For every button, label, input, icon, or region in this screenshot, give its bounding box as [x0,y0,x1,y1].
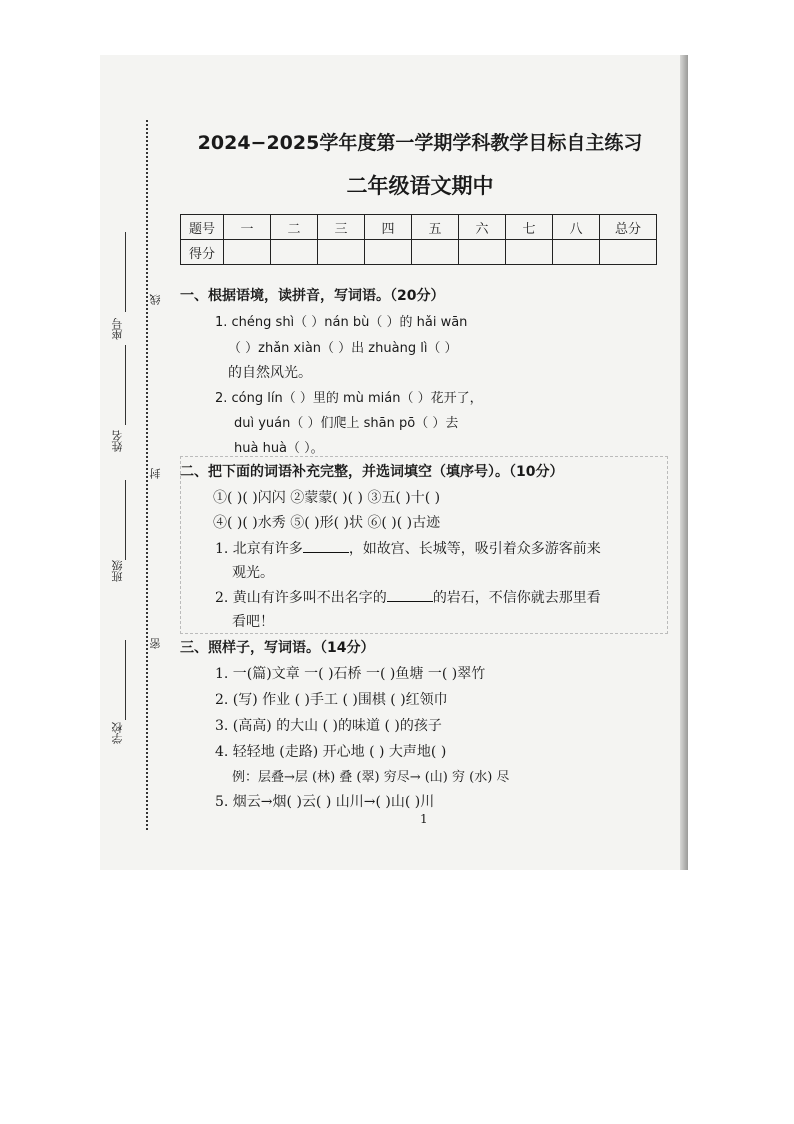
side-blank-class [125,480,126,560]
score-cell: 二 [271,215,318,240]
score-cell: 题号 [181,215,224,240]
section1-line: （ ）zhǎn xiàn（ ）出 zhuàng lì（ ） [228,341,458,356]
score-row-label: 得分 [181,240,224,265]
question1-text-b: ，如故宫、长城等，吸引着众多游客前来 [348,541,601,557]
section2-idiom-row: ①( )( )闪闪 ②蒙蒙( )( ) ③五( )十( ) [213,490,441,506]
score-blank[interactable] [600,240,657,265]
side-mark-mi: 密 [149,638,162,649]
section2-heading: 二、把下面的词语补充完整，并选词填空（填序号）。（10分） [180,464,564,480]
question2-blank[interactable] [387,601,433,602]
score-cell: 三 [318,215,365,240]
score-cell: 一 [224,215,271,240]
score-table-header-row [181,215,657,240]
section2-question2 [215,587,601,607]
question1-blank[interactable] [303,552,349,553]
score-cell: 八 [553,215,600,240]
page-number: 1 [420,812,428,826]
section2-question1-cont: 观光。 [232,565,274,581]
section1-line: 1. chéng shì（ ）nán bù（ ）的 hǎi wān [215,315,468,330]
score-cell: 总分 [600,215,657,240]
question2-text-b: 的岩石，不信你就去那里看 [432,590,601,606]
section3-line: 5. 烟云→烟( )云( ) 山川→( )山( )川 [215,794,435,810]
exam-title: 2024−2025学年度第一学期学科教学目标自主练习 [197,132,643,154]
section1-line: huà huà（ ）。 [234,441,324,456]
side-blank-school [125,640,126,720]
score-blank[interactable] [318,240,365,265]
section3-line: 4. 轻轻地 (走路) 开心地 ( ) 大声地( ) [215,744,447,760]
score-table [180,214,657,265]
score-blank[interactable] [459,240,506,265]
score-blank[interactable] [412,240,459,265]
section1-heading: 一、根据语境，读拼音，写词语。（20分） [180,288,445,304]
side-mark-feng: 封 [149,468,162,479]
score-blank[interactable] [506,240,553,265]
paper-fold-shadow [680,55,688,870]
score-blank[interactable] [224,240,271,265]
score-blank[interactable] [553,240,600,265]
section2-question1 [215,538,601,558]
section3-line: 3. (高高) 的大山 ( )的味道 ( )的孩子 [215,718,442,734]
section3-line: 1. 一(篇)文章 一( )石桥 一( )鱼塘 一( )翠竹 [215,666,486,682]
section1-line: 2. cóng lín（ ）里的 mù mián（ ）花开了， [215,391,483,406]
exam-subtitle: 二年级语文期中 [346,174,494,198]
side-label-school: 学校 [111,722,124,744]
section1-line: duì yuán（ ）们爬上 shān pō（ ）去 [234,416,459,431]
section3-line: 2. (写) 作业 ( )手工 ( )围棋 ( )红领巾 [215,692,448,708]
section3-example: 例：层叠→层 (林) 叠 (翠) 穷尽→ (山) 穷 (水) 尽 [232,770,510,785]
section3-heading: 三、照样子，写词语。（14分） [180,640,375,656]
side-label-name: 姓名 [111,430,124,452]
score-cell: 七 [506,215,553,240]
section1-line: 的自然风光。 [228,365,312,381]
side-blank-seat [125,232,126,312]
question2-text-a: 2. 黄山有许多叫不出名字的 [215,590,387,606]
side-blank-name [125,345,126,425]
score-cell: 四 [365,215,412,240]
score-blank[interactable] [365,240,412,265]
side-label-seat: 座号 [111,318,124,340]
question1-text-a: 1. 北京有许多 [215,541,303,557]
section2-question2-cont: 看吧！ [232,614,274,630]
side-mark-xian: 线 [149,294,162,305]
score-cell: 六 [459,215,506,240]
score-cell: 五 [412,215,459,240]
section2-idiom-row: ④( )( )水秀 ⑤( )形( )状 ⑥( )( )古迹 [213,515,441,531]
score-table-score-row [181,240,657,265]
score-blank[interactable] [271,240,318,265]
side-label-class: 班级 [111,560,124,582]
